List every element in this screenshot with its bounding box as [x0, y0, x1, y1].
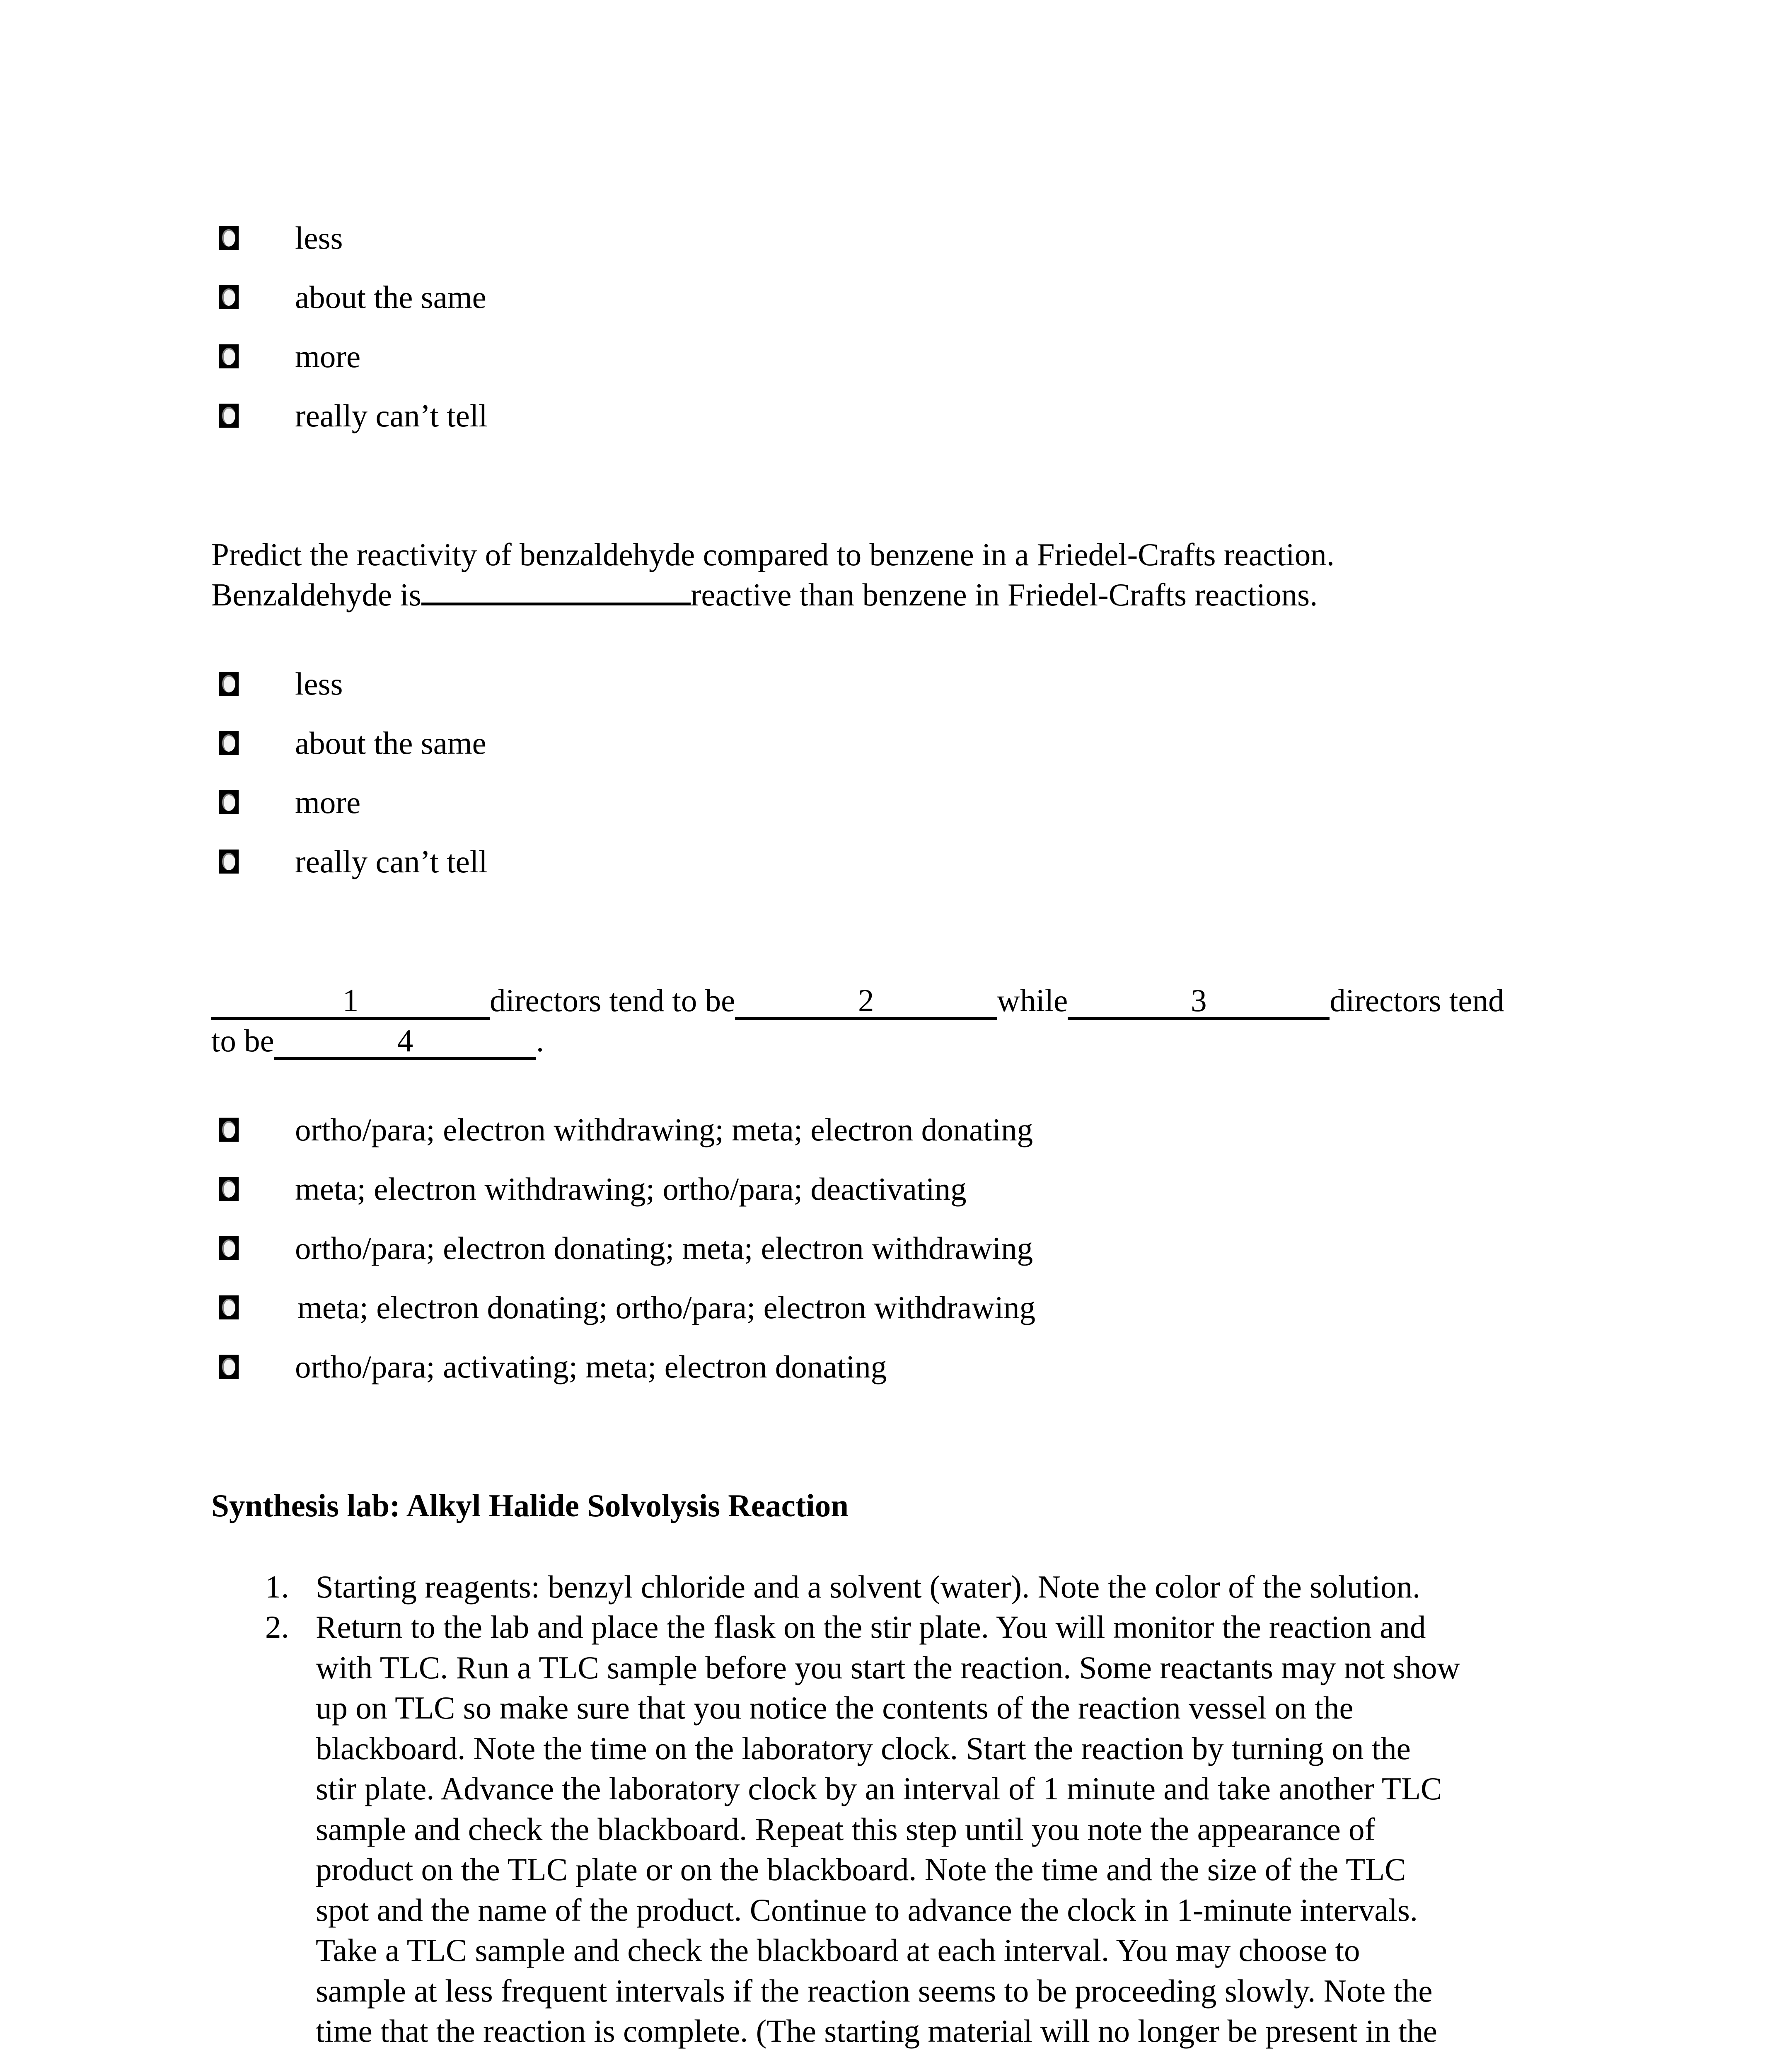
option-more[interactable] — [219, 782, 361, 823]
option-label: ortho/para; electron withdrawing; meta; electron donating — [295, 1112, 1033, 1147]
radio-button[interactable] — [219, 1118, 239, 1142]
question-text: while — [997, 983, 1068, 1018]
blank-2: 2 — [735, 984, 997, 1020]
option-label: meta; electron donating; ortho/para; electron withdrawing — [297, 1290, 1036, 1325]
question-3-line-2 — [211, 1021, 1504, 1061]
option-label: more — [295, 339, 361, 374]
option-3[interactable] — [219, 1227, 1033, 1269]
list-number: 2. — [265, 1609, 289, 1645]
question-text: Benzaldehyde is — [211, 577, 421, 612]
blank-1: 1 — [211, 984, 490, 1020]
option-about-the-same[interactable] — [219, 722, 486, 764]
option-label: meta; electron withdrawing; ortho/para; deactivating — [295, 1171, 967, 1207]
option-about-the-same[interactable] — [219, 276, 486, 318]
radio-button[interactable] — [219, 344, 239, 368]
radio-button[interactable] — [219, 285, 239, 309]
question-text: . — [536, 1023, 544, 1058]
question-2-line-1: Predict the reactivity of benzaldehyde compared to benzene in a Friedel-Crafts reaction. — [211, 537, 1334, 572]
text-line: Return to the lab and place the flask on the stir plate. You will monitor the reaction and — [316, 1609, 1426, 1645]
question-2-line-2 — [211, 575, 1334, 615]
text-line: product on the TLC plate or on the blackboard. Note the time and the size of the TLC — [316, 1852, 1406, 1887]
question-2 — [211, 535, 1334, 615]
section-heading: Synthesis lab: Alkyl Halide Solvolysis Reaction — [211, 1488, 849, 1523]
question-3 — [211, 980, 1504, 1061]
option-4[interactable] — [219, 1287, 1036, 1328]
radio-button[interactable] — [219, 1236, 239, 1260]
option-really-cant-tell[interactable] — [219, 395, 488, 436]
text-line: sample at less frequent intervals if the reaction seems to be proceeding slowly. Note the — [316, 1973, 1433, 2009]
option-really-cant-tell[interactable] — [219, 841, 488, 882]
question-text: directors tend — [1330, 983, 1504, 1018]
radio-button[interactable] — [219, 850, 239, 874]
text-line: spot and the name of the product. Continue to advance the clock in 1-minute intervals. — [316, 1892, 1418, 1928]
text-line: time that the reaction is complete. (The starting material will no longer be present in the — [316, 2013, 1437, 2049]
option-less[interactable] — [219, 663, 343, 704]
option-label: ortho/para; activating; meta; electron donating — [295, 1349, 887, 1385]
blank-4: 4 — [274, 1024, 536, 1060]
list-number: 1. — [265, 1569, 289, 1605]
option-label: really can’t tell — [295, 398, 488, 433]
radio-button[interactable] — [219, 672, 239, 696]
list-text — [316, 1607, 1460, 2052]
option-label: less — [295, 220, 343, 256]
option-label: less — [295, 666, 343, 702]
option-label: more — [295, 784, 361, 820]
option-label: about the same — [295, 725, 486, 761]
radio-button[interactable] — [219, 1177, 239, 1201]
text-line: with TLC. Run a TLC sample before you start the reaction. Some reactants may not show — [316, 1649, 1460, 1685]
text-line: Starting reagents: benzyl chloride and a solvent (water). Note the color of the solution. — [316, 1569, 1421, 1605]
radio-button[interactable] — [219, 404, 239, 428]
option-label: about the same — [295, 279, 486, 315]
text-line: Take a TLC sample and check the blackboard at each interval. You may choose to — [316, 1932, 1360, 1968]
text-line: sample and check the blackboard. Repeat this step until you note the appearance of — [316, 1811, 1376, 1847]
radio-button[interactable] — [219, 1295, 239, 1319]
option-less[interactable] — [219, 217, 343, 259]
text-line: up on TLC so make sure that you notice the contents of the reaction vessel on the — [316, 1690, 1354, 1726]
option-label: really can’t tell — [295, 844, 488, 879]
option-1[interactable] — [219, 1109, 1033, 1150]
answer-blank — [421, 603, 691, 605]
option-more[interactable] — [219, 336, 361, 377]
text-line: stir plate. Advance the laboratory clock by an interval of 1 minute and take another TLC — [316, 1771, 1442, 1806]
radio-button[interactable] — [219, 1355, 239, 1379]
radio-button[interactable] — [219, 226, 239, 250]
radio-button[interactable] — [219, 731, 239, 755]
question-text: directors tend to be — [490, 983, 735, 1018]
blank-3: 3 — [1068, 984, 1330, 1020]
text-line: blackboard. Note the time on the laboratory clock. Start the reaction by turning on the — [316, 1730, 1411, 1766]
option-5[interactable] — [219, 1346, 887, 1387]
question-text: reactive than benzene in Friedel-Crafts reactions. — [690, 577, 1318, 612]
option-label: ortho/para; electron donating; meta; electron withdrawing — [295, 1230, 1033, 1266]
radio-button[interactable] — [219, 790, 239, 814]
question-text: to be — [211, 1023, 274, 1058]
list-text — [316, 1567, 1420, 1607]
question-3-line-1 — [211, 980, 1504, 1021]
option-2[interactable] — [219, 1168, 967, 1210]
